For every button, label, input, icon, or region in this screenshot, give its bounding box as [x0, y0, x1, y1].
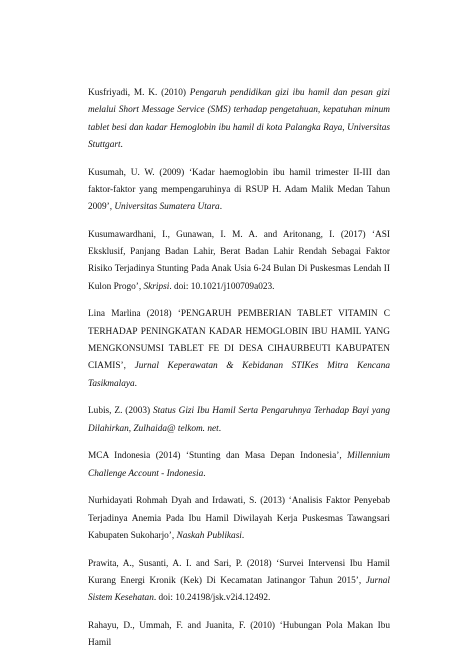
reference-entry [88, 403, 390, 438]
reference-entry [88, 227, 390, 296]
reference-text: Nurhidayati Rohmah Dyah and Irdawati, S. (2013) ‘Analisis Faktor Penyebab Terjadinya Anemia Pada Ibu Hamil Diwilayah Kerja Puskesmas Tawangsari Kabupaten Sukoharjo’, [88, 496, 390, 541]
reference-source-text: Pengaruh pendidikan gizi ibu hamil dan pesan gizi melalui Short Message Service (SMS) terhadap pengetahuan, kepatuhan minum tablet besi dan kadar Hemoglobin ibu hamil di kota Palangka Raya [88, 88, 390, 133]
reference-text: Lina Marlina (2018) ‘PENGARUH PEMBERIAN TABLET VITAMIN C TERHADAP PENINGKATAN KADAR HEMOGLOBIN IBU HAMIL YANG MENGKONSUMSI TABLET FE DI DESA CIHAURBEUTI KABUPATEN CIAMIS’, [88, 309, 390, 372]
reference-source-text: Universitas Sumatera Utara [114, 202, 220, 213]
reference-list [88, 85, 390, 663]
reference-entry [88, 493, 390, 545]
reference-text: . [241, 530, 245, 541]
reference-text: , [342, 122, 348, 133]
reference-text: . [218, 423, 222, 434]
reference-source-text: Jurnal Sistem Kesehatan [88, 575, 390, 604]
reference-entry [88, 448, 390, 483]
reference-source-text: Millennium Challenge Account - Indonesia [88, 451, 390, 479]
reference-entry [88, 618, 390, 653]
reference-source-text: Skripsi [143, 281, 170, 292]
reference-text: Kusfriyadi, M. K. (2010) [88, 88, 190, 98]
reference-text: . [134, 378, 137, 389]
reference-text: . doi: 10.1021/j100709a023. [169, 281, 275, 292]
reference-text: Prawita, A., Susanti, A. I. and Sari, P. (2018) ‘Survei Intervensi Ibu Hamil Kurang Energi Kronik (Kek) Di Kecamatan Jatinangor Tahun 2015’, [88, 558, 390, 586]
reference-text: . doi: 10.24198/jsk.v2i4.12492. [153, 593, 271, 604]
reference-source-text: Jurnal Keperawatan & Kebidanan STIKes Mitra Kencana Tasikmalaya [88, 361, 390, 389]
reference-text: . [219, 202, 223, 213]
reference-source-text: Status Gizi Ibu Hamil Serta Pengaruhnya Terhadap Bayi yang Dilahirkan, Zulhaida@ telkom. net [88, 406, 390, 434]
reference-text: . [203, 468, 206, 479]
reference-text: Rahayu, D., Ummah, F. and Juanita, F. (2010) ‘Hubungan Pola Makan Ibu Hamil [88, 620, 390, 649]
reference-source-text: Naskah Publikasi [176, 530, 242, 541]
reference-entry [88, 85, 390, 154]
reference-text: . [120, 139, 123, 150]
reference-text: Kusumawardhani, I., Gunawan, I. M. A. and Aritonang, I. (2017) ‘ASI Eksklusif, Panjang Badan Lahir, Berat Badan Lahir Rendah Sebagai Faktor Risiko Terjadinya Stunting Pada Anak Usia 6-24 Bulan Di Puskesmas Lendah II Kulon Progo’, [88, 229, 390, 292]
reference-text: MCA Indonesia (2014) ‘Stunting dan Masa Depan Indonesia’, [88, 451, 348, 462]
reference-text: Kusumah, U. W. (2009) ‘Kadar haemoglobin ibu hamil trimester II-III dan faktor-faktor yang mempengaruhinya di RSUP H. Adam Malik Medan Tahun 2009’, [88, 167, 390, 213]
reference-entry [88, 556, 390, 608]
reference-text: Lubis, Z. (2003) [88, 406, 153, 417]
reference-source-text: Universitas Stuttgart [88, 122, 390, 150]
reference-entry [88, 165, 390, 217]
reference-entry [88, 306, 390, 392]
